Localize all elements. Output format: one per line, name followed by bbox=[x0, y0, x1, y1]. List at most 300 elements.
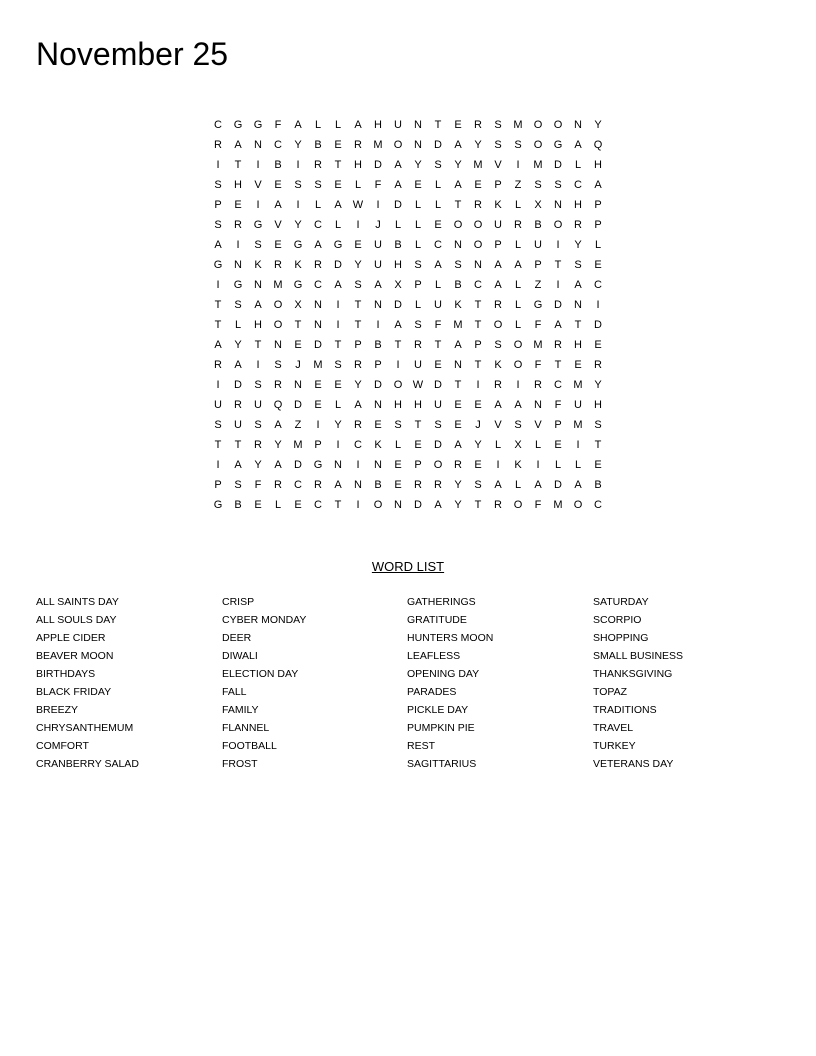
grid-letter: B bbox=[274, 159, 282, 171]
grid-letter: A bbox=[234, 139, 242, 151]
word-list-item: BREEZY bbox=[36, 704, 79, 716]
grid-letter: G bbox=[333, 239, 343, 251]
grid-letter: U bbox=[254, 399, 262, 411]
grid-letter: Z bbox=[534, 279, 542, 291]
grid-letter: F bbox=[274, 119, 282, 131]
grid-letter: L bbox=[514, 299, 522, 311]
grid-letter: G bbox=[293, 239, 303, 251]
grid-letter: X bbox=[534, 199, 542, 211]
grid-letter: N bbox=[574, 299, 582, 311]
grid-letter: B bbox=[314, 139, 322, 151]
word-list-item: SHOPPING bbox=[593, 632, 649, 644]
grid-letter: S bbox=[234, 299, 242, 311]
word-list-item: VETERANS DAY bbox=[593, 758, 674, 770]
grid-letter: T bbox=[414, 419, 422, 431]
grid-letter: E bbox=[354, 239, 362, 251]
grid-letter: A bbox=[394, 319, 402, 331]
grid-letter: I bbox=[256, 199, 260, 211]
grid-letter: D bbox=[414, 499, 422, 511]
grid-letter: A bbox=[454, 179, 462, 191]
word-list-item: BEAVER MOON bbox=[36, 650, 114, 662]
grid-letter: Y bbox=[454, 159, 462, 171]
grid-letter: T bbox=[354, 319, 362, 331]
grid-letter: I bbox=[516, 159, 520, 171]
word-list-item: PICKLE DAY bbox=[407, 704, 469, 716]
grid-letter: S bbox=[554, 179, 562, 191]
grid-letter: R bbox=[434, 479, 442, 491]
grid-letter: T bbox=[214, 299, 222, 311]
grid-letter: B bbox=[534, 219, 542, 231]
grid-letter: L bbox=[274, 499, 282, 511]
grid-letter: H bbox=[394, 259, 402, 271]
grid-letter: N bbox=[414, 139, 422, 151]
grid-letter: E bbox=[254, 499, 262, 511]
grid-letter: T bbox=[394, 339, 402, 351]
grid-letter: E bbox=[554, 439, 562, 451]
grid-letter: S bbox=[354, 279, 362, 291]
grid-letter: E bbox=[454, 419, 462, 431]
grid-letter: A bbox=[374, 279, 382, 291]
grid-letter: I bbox=[396, 359, 400, 371]
grid-letter: E bbox=[334, 139, 342, 151]
grid-letter: N bbox=[414, 119, 422, 131]
grid-letter: V bbox=[494, 159, 502, 171]
grid-letter: R bbox=[234, 399, 242, 411]
grid-letter: A bbox=[214, 239, 222, 251]
grid-letter: F bbox=[534, 499, 542, 511]
grid-letter: I bbox=[216, 279, 220, 291]
grid-letter: E bbox=[294, 339, 302, 351]
word-list-item: CRISP bbox=[222, 596, 255, 608]
grid-letter: E bbox=[474, 179, 482, 191]
grid-letter: L bbox=[394, 219, 402, 231]
grid-letter: T bbox=[354, 299, 362, 311]
grid-letter: R bbox=[214, 139, 222, 151]
grid-letter: Y bbox=[254, 459, 262, 471]
grid-letter: O bbox=[373, 499, 383, 511]
grid-letter: G bbox=[313, 459, 323, 471]
word-list-item: BLACK FRIDAY bbox=[36, 686, 112, 698]
grid-letter: L bbox=[414, 299, 422, 311]
word-list-item: APPLE CIDER bbox=[36, 632, 106, 644]
grid-letter: Y bbox=[594, 119, 602, 131]
grid-letter: R bbox=[454, 459, 462, 471]
grid-letter: I bbox=[256, 359, 260, 371]
grid-letter: A bbox=[354, 119, 362, 131]
grid-letter: U bbox=[374, 259, 382, 271]
grid-letter: M bbox=[373, 139, 383, 151]
grid-letter: A bbox=[454, 339, 462, 351]
grid-letter: R bbox=[574, 219, 582, 231]
grid-letter: C bbox=[594, 279, 602, 291]
grid-letter: I bbox=[356, 459, 360, 471]
grid-letter: A bbox=[294, 119, 302, 131]
grid-letter: D bbox=[594, 319, 602, 331]
grid-letter: E bbox=[594, 339, 602, 351]
grid-letter: Z bbox=[294, 419, 302, 431]
grid-letter: X bbox=[514, 439, 522, 451]
grid-letter: S bbox=[334, 359, 342, 371]
grid-letter: A bbox=[514, 259, 522, 271]
grid-letter: G bbox=[553, 139, 563, 151]
grid-letter: S bbox=[214, 179, 222, 191]
word-list-item: CYBER MONDAY bbox=[222, 614, 307, 626]
grid-letter: D bbox=[374, 379, 382, 391]
grid-letter: F bbox=[554, 399, 562, 411]
word-list-column bbox=[407, 593, 587, 773]
grid-letter: T bbox=[334, 339, 342, 351]
grid-letter: L bbox=[334, 399, 342, 411]
word-list-item: TURKEY bbox=[593, 740, 636, 752]
grid-letter: T bbox=[474, 359, 482, 371]
grid-letter: U bbox=[574, 399, 582, 411]
grid-letter: P bbox=[534, 259, 542, 271]
grid-letter: L bbox=[314, 199, 322, 211]
grid-letter: C bbox=[274, 139, 282, 151]
word-list-column bbox=[222, 593, 402, 773]
grid-letter: T bbox=[254, 339, 262, 351]
grid-letter: N bbox=[234, 259, 242, 271]
grid-letter: A bbox=[534, 479, 542, 491]
grid-letter: U bbox=[374, 239, 382, 251]
grid-letter: C bbox=[314, 499, 322, 511]
grid-letter: T bbox=[334, 159, 342, 171]
grid-letter: A bbox=[434, 499, 442, 511]
word-list-column bbox=[36, 593, 216, 773]
grid-letter: M bbox=[473, 159, 483, 171]
grid-letter: S bbox=[414, 259, 422, 271]
grid-letter: O bbox=[513, 339, 523, 351]
grid-letter: T bbox=[214, 439, 222, 451]
grid-letter: N bbox=[474, 259, 482, 271]
word-list-item: PARADES bbox=[407, 686, 457, 698]
word-list-item: COMFORT bbox=[36, 740, 89, 752]
grid-letter: S bbox=[234, 479, 242, 491]
grid-letter: A bbox=[234, 359, 242, 371]
grid-letter: O bbox=[533, 139, 543, 151]
grid-letter: T bbox=[594, 439, 602, 451]
grid-letter: O bbox=[553, 119, 563, 131]
grid-letter: N bbox=[354, 479, 362, 491]
grid-letter: Y bbox=[354, 379, 362, 391]
word-list-item: ALL SAINTS DAY bbox=[36, 596, 119, 608]
grid-letter: A bbox=[254, 299, 262, 311]
grid-letter: L bbox=[574, 459, 582, 471]
grid-letter: B bbox=[394, 239, 402, 251]
grid-letter: V bbox=[494, 419, 502, 431]
grid-letter: A bbox=[554, 319, 562, 331]
grid-letter: I bbox=[476, 379, 480, 391]
grid-letter: N bbox=[274, 339, 282, 351]
grid-letter: I bbox=[336, 439, 340, 451]
grid-letter: D bbox=[434, 439, 442, 451]
word-list-item: FLANNEL bbox=[222, 722, 270, 734]
grid-letter: E bbox=[454, 399, 462, 411]
grid-letter: B bbox=[234, 499, 242, 511]
grid-letter: Y bbox=[274, 439, 282, 451]
grid-letter: T bbox=[234, 439, 242, 451]
grid-letter: I bbox=[376, 319, 380, 331]
grid-letter: R bbox=[514, 219, 522, 231]
grid-letter: L bbox=[594, 239, 602, 251]
grid-letter: T bbox=[334, 499, 342, 511]
grid-letter: A bbox=[334, 479, 342, 491]
word-list-item: FROST bbox=[222, 758, 258, 770]
grid-letter: A bbox=[354, 399, 362, 411]
grid-letter: L bbox=[314, 119, 322, 131]
grid-letter: R bbox=[274, 379, 282, 391]
grid-letter: A bbox=[574, 139, 582, 151]
grid-letter: E bbox=[274, 239, 282, 251]
grid-letter: A bbox=[314, 239, 322, 251]
word-list-item: DEER bbox=[222, 632, 252, 644]
grid-letter: U bbox=[214, 399, 222, 411]
grid-letter: F bbox=[534, 319, 542, 331]
grid-letter: L bbox=[414, 239, 422, 251]
grid-letter: P bbox=[414, 279, 422, 291]
grid-letter: E bbox=[314, 379, 322, 391]
grid-letter: C bbox=[474, 279, 482, 291]
grid-letter: L bbox=[514, 479, 522, 491]
grid-letter: O bbox=[473, 239, 483, 251]
word-list-item: FOOTBALL bbox=[222, 740, 277, 752]
grid-letter: I bbox=[256, 159, 260, 171]
grid-letter: I bbox=[576, 439, 580, 451]
grid-letter: R bbox=[474, 199, 482, 211]
grid-letter: R bbox=[314, 259, 322, 271]
grid-letter: M bbox=[573, 379, 583, 391]
grid-letter: R bbox=[354, 359, 362, 371]
grid-letter: N bbox=[334, 459, 342, 471]
grid-letter: M bbox=[533, 159, 543, 171]
grid-letter: Y bbox=[594, 379, 602, 391]
grid-letter: D bbox=[234, 379, 242, 391]
grid-letter: I bbox=[216, 159, 220, 171]
grid-letter: H bbox=[574, 339, 582, 351]
grid-letter: M bbox=[513, 119, 523, 131]
grid-letter: A bbox=[494, 279, 502, 291]
grid-letter: I bbox=[516, 379, 520, 391]
grid-letter: D bbox=[434, 379, 442, 391]
grid-letter: E bbox=[374, 419, 382, 431]
grid-letter: I bbox=[216, 459, 220, 471]
grid-letter: E bbox=[334, 379, 342, 391]
grid-letter: T bbox=[554, 259, 562, 271]
grid-letter: E bbox=[234, 199, 242, 211]
grid-letter: N bbox=[374, 459, 382, 471]
grid-letter: Q bbox=[593, 139, 603, 151]
grid-letter: S bbox=[514, 419, 522, 431]
grid-letter: L bbox=[534, 439, 542, 451]
grid-letter: H bbox=[594, 399, 602, 411]
grid-letter: L bbox=[434, 199, 442, 211]
word-list-item: CRANBERRY SALAD bbox=[36, 758, 139, 770]
grid-letter: I bbox=[596, 299, 600, 311]
grid-letter: R bbox=[494, 379, 502, 391]
grid-letter: E bbox=[334, 179, 342, 191]
grid-letter: P bbox=[214, 479, 222, 491]
grid-letter: R bbox=[554, 339, 562, 351]
grid-letter: Y bbox=[294, 219, 302, 231]
grid-letter: I bbox=[356, 219, 360, 231]
grid-letter: G bbox=[253, 119, 263, 131]
grid-letter: R bbox=[314, 479, 322, 491]
grid-letter: O bbox=[493, 319, 503, 331]
grid-letter: A bbox=[494, 479, 502, 491]
grid-letter: D bbox=[294, 459, 302, 471]
grid-letter: A bbox=[334, 279, 342, 291]
grid-letter: S bbox=[434, 159, 442, 171]
grid-letter: E bbox=[394, 479, 402, 491]
grid-letter: P bbox=[354, 339, 362, 351]
grid-letter: R bbox=[354, 139, 362, 151]
grid-letter: I bbox=[556, 279, 560, 291]
grid-letter: I bbox=[296, 199, 300, 211]
grid-letter: H bbox=[374, 119, 382, 131]
grid-letter: Y bbox=[354, 259, 362, 271]
grid-letter: O bbox=[573, 499, 583, 511]
grid-letter: C bbox=[314, 279, 322, 291]
grid-letter: T bbox=[474, 499, 482, 511]
grid-letter: A bbox=[434, 259, 442, 271]
grid-letter: O bbox=[273, 299, 283, 311]
grid-letter: A bbox=[274, 419, 282, 431]
grid-letter: V bbox=[274, 219, 282, 231]
grid-letter: G bbox=[233, 279, 243, 291]
grid-letter: L bbox=[514, 239, 522, 251]
grid-letter: P bbox=[414, 459, 422, 471]
grid-letter: P bbox=[494, 239, 502, 251]
grid-letter: S bbox=[534, 179, 542, 191]
grid-letter: R bbox=[214, 359, 222, 371]
word-list-item: PUMPKIN PIE bbox=[407, 722, 475, 734]
grid-letter: G bbox=[213, 499, 223, 511]
grid-letter: V bbox=[254, 179, 262, 191]
grid-letter: T bbox=[574, 319, 582, 331]
grid-letter: R bbox=[474, 119, 482, 131]
grid-letter: A bbox=[394, 179, 402, 191]
grid-letter: U bbox=[414, 359, 422, 371]
word-list-item: SCORPIO bbox=[593, 614, 642, 626]
grid-letter: Y bbox=[454, 499, 462, 511]
grid-letter: R bbox=[414, 479, 422, 491]
word-list-item: OPENING DAY bbox=[407, 668, 480, 680]
grid-letter: L bbox=[514, 319, 522, 331]
grid-letter: Y bbox=[294, 139, 302, 151]
grid-letter: O bbox=[533, 119, 543, 131]
grid-letter: D bbox=[554, 159, 562, 171]
grid-letter: S bbox=[214, 219, 222, 231]
grid-letter: C bbox=[354, 439, 362, 451]
grid-letter: P bbox=[214, 199, 222, 211]
grid-letter: L bbox=[514, 279, 522, 291]
grid-letter: M bbox=[273, 279, 283, 291]
grid-letter: N bbox=[454, 359, 462, 371]
grid-letter: X bbox=[294, 299, 302, 311]
grid-letter: N bbox=[374, 399, 382, 411]
grid-letter: L bbox=[494, 439, 502, 451]
grid-letter: S bbox=[254, 379, 262, 391]
grid-letter: E bbox=[574, 359, 582, 371]
grid-letter: B bbox=[374, 479, 382, 491]
grid-letter: L bbox=[414, 219, 422, 231]
grid-letter: S bbox=[294, 179, 302, 191]
grid-letter: H bbox=[394, 399, 402, 411]
grid-letter: A bbox=[574, 479, 582, 491]
grid-letter: R bbox=[534, 379, 542, 391]
grid-letter: G bbox=[533, 299, 543, 311]
grid-letter: C bbox=[214, 119, 222, 131]
grid-letter: P bbox=[314, 439, 322, 451]
grid-letter: S bbox=[494, 339, 502, 351]
grid-letter: R bbox=[494, 299, 502, 311]
grid-letter: M bbox=[313, 359, 323, 371]
grid-letter: E bbox=[474, 399, 482, 411]
grid-letter: K bbox=[374, 439, 382, 451]
word-list-item: CHRYSANTHEMUM bbox=[36, 722, 134, 734]
word-list-item: TRAVEL bbox=[593, 722, 634, 734]
grid-letter: D bbox=[334, 259, 342, 271]
grid-letter: T bbox=[554, 359, 562, 371]
word-list-item: DIWALI bbox=[222, 650, 258, 662]
grid-letter: S bbox=[254, 239, 262, 251]
grid-letter: D bbox=[374, 159, 382, 171]
grid-letter: Y bbox=[474, 439, 482, 451]
grid-letter: T bbox=[474, 299, 482, 311]
grid-letter: S bbox=[514, 139, 522, 151]
word-search-grid bbox=[208, 115, 608, 515]
grid-letter: I bbox=[336, 319, 340, 331]
word-list-item: ELECTION DAY bbox=[222, 668, 299, 680]
grid-letter: I bbox=[236, 239, 240, 251]
word-list-item: GATHERINGS bbox=[407, 596, 476, 608]
grid-letter: L bbox=[334, 119, 342, 131]
grid-letter: E bbox=[414, 179, 422, 191]
grid-letter: S bbox=[434, 419, 442, 431]
grid-letter: R bbox=[234, 219, 242, 231]
grid-letter: U bbox=[434, 399, 442, 411]
grid-letter: U bbox=[234, 419, 242, 431]
grid-letter: S bbox=[254, 419, 262, 431]
grid-letter: I bbox=[316, 419, 320, 431]
grid-letter: I bbox=[376, 199, 380, 211]
grid-letter: L bbox=[434, 179, 442, 191]
grid-letter: F bbox=[534, 359, 542, 371]
grid-letter: A bbox=[334, 199, 342, 211]
grid-letter: O bbox=[273, 319, 283, 331]
grid-letter: E bbox=[454, 119, 462, 131]
grid-letter: T bbox=[474, 319, 482, 331]
grid-letter: P bbox=[594, 219, 602, 231]
grid-letter: Y bbox=[334, 419, 342, 431]
grid-letter: Y bbox=[414, 159, 422, 171]
grid-letter: A bbox=[494, 399, 502, 411]
grid-letter: U bbox=[394, 119, 402, 131]
grid-letter: A bbox=[594, 179, 602, 191]
grid-letter: O bbox=[513, 359, 523, 371]
grid-letter: S bbox=[474, 479, 482, 491]
word-list-item: SAGITTARIUS bbox=[407, 758, 477, 770]
grid-letter: U bbox=[434, 299, 442, 311]
grid-letter: J bbox=[475, 419, 481, 431]
grid-letter: L bbox=[574, 159, 582, 171]
grid-letter: A bbox=[214, 339, 222, 351]
grid-letter: R bbox=[254, 439, 262, 451]
word-list-item: SATURDAY bbox=[593, 596, 649, 608]
grid-letter: L bbox=[554, 459, 562, 471]
grid-letter: S bbox=[314, 179, 322, 191]
word-list-item: TOPAZ bbox=[593, 686, 628, 698]
